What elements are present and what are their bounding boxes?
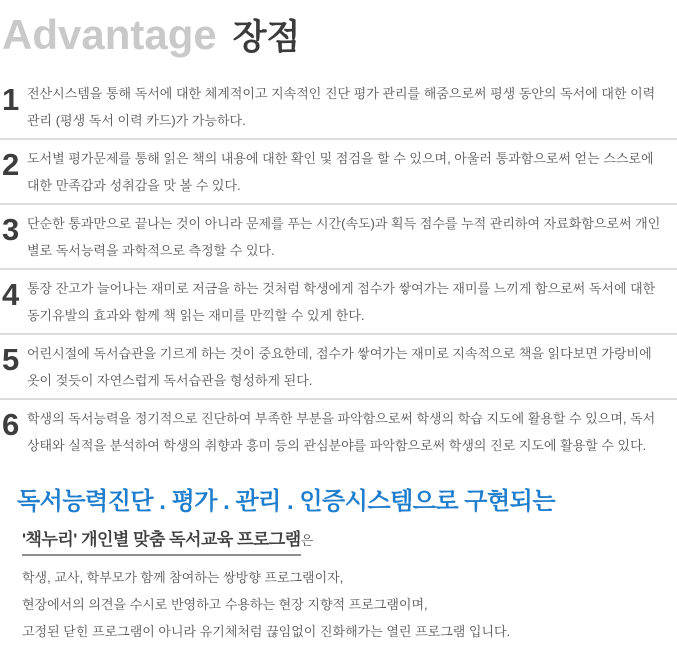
item-number: 3 bbox=[2, 212, 20, 247]
item-text: 단순한 통과만으로 끝나는 것이 아니라 문제를 푸는 시간(속도)과 획득 점수를 누적 관리하여 자료화함으로써 개인별로 독서능력을 과학적으로 측정할 수 있다. bbox=[27, 216, 661, 258]
item-number: 4 bbox=[2, 277, 20, 312]
program-description-line: 학생, 교사, 학부모가 함께 참여하는 쌍방향 프로그램이자, bbox=[22, 570, 344, 585]
advantage-list bbox=[0, 75, 677, 463]
item-text: 통장 잔고가 늘어나는 재미로 저금을 하는 것처럼 학생에게 점수가 쌓여가는 재미를 느끼게 함으로써 독서에 대한 동기유발의 효과와 함께 책 읽는 재미를 만끽할 수 있게 한다. bbox=[27, 281, 656, 323]
page-title bbox=[2, 13, 677, 59]
page-title-korean: 장점 bbox=[232, 18, 301, 57]
item-number: 2 bbox=[2, 147, 20, 182]
program-title: '책누리' 개인별 맞춤 독서교육 프로그램 bbox=[22, 529, 301, 556]
program-summary-section bbox=[0, 489, 677, 645]
item-text: 전산시스템을 통해 독서에 대한 체계적이고 지속적인 진단 평가 관리를 해줌으로써 평생 동안의 독서에 대한 이력 관리 (평생 독서 이력 카드)가 가능하다. bbox=[27, 86, 656, 128]
advantage-page bbox=[0, 13, 677, 670]
advantage-item-1 bbox=[0, 75, 677, 140]
item-number: 1 bbox=[2, 82, 20, 117]
program-description bbox=[22, 564, 677, 645]
item-number: 5 bbox=[2, 342, 20, 377]
program-title-line bbox=[22, 529, 677, 556]
program-description-line: 현장에서의 의견을 수시로 반영하고 수용하는 현장 지향적 프로그램이며, bbox=[22, 597, 428, 612]
item-text: 어린시절에 독서습관을 기르게 하는 것이 중요한데, 점수가 쌓여가는 재미로 지속적으로 책을 읽다보면 가랑비에 옷이 젖듯이 자연스럽게 독서습관을 형성하게 된다. bbox=[27, 346, 652, 388]
system-heading: 독서능력진단 . 평가 . 관리 . 인증시스템으로 구현되는 bbox=[17, 488, 556, 515]
advantage-item-6 bbox=[0, 400, 677, 463]
item-text: 학생의 독서능력을 정기적으로 진단하여 부족한 부분을 파악함으로써 학생의 학습 지도에 활용할 수 있으며, 독서 상태와 실적을 분석하여 학생의 취향과 흥미 등의 관심분야를 파악함으로써 학생의 진로 지도에 활용할 수 있다. bbox=[27, 411, 656, 453]
program-description-line: 고정된 닫힌 프로그램이 아니라 유기체처럼 끊임없이 진화해가는 열린 프로그램 입니다. bbox=[22, 624, 511, 639]
advantage-item-3 bbox=[0, 205, 677, 270]
advantage-item-4 bbox=[0, 270, 677, 335]
item-text: 도서별 평가문제를 통해 읽은 책의 내용에 대한 확인 및 점검을 할 수 있으며, 아울러 통과함으로써 얻는 스스로에 대한 만족감과 성취감을 맛 볼 수 있다. bbox=[27, 151, 654, 193]
program-title-suffix: 은 bbox=[300, 533, 314, 548]
advantage-item-5 bbox=[0, 335, 677, 400]
advantage-item-2 bbox=[0, 140, 677, 205]
item-number: 6 bbox=[2, 407, 20, 442]
page-title-english: Advantage bbox=[2, 11, 217, 58]
